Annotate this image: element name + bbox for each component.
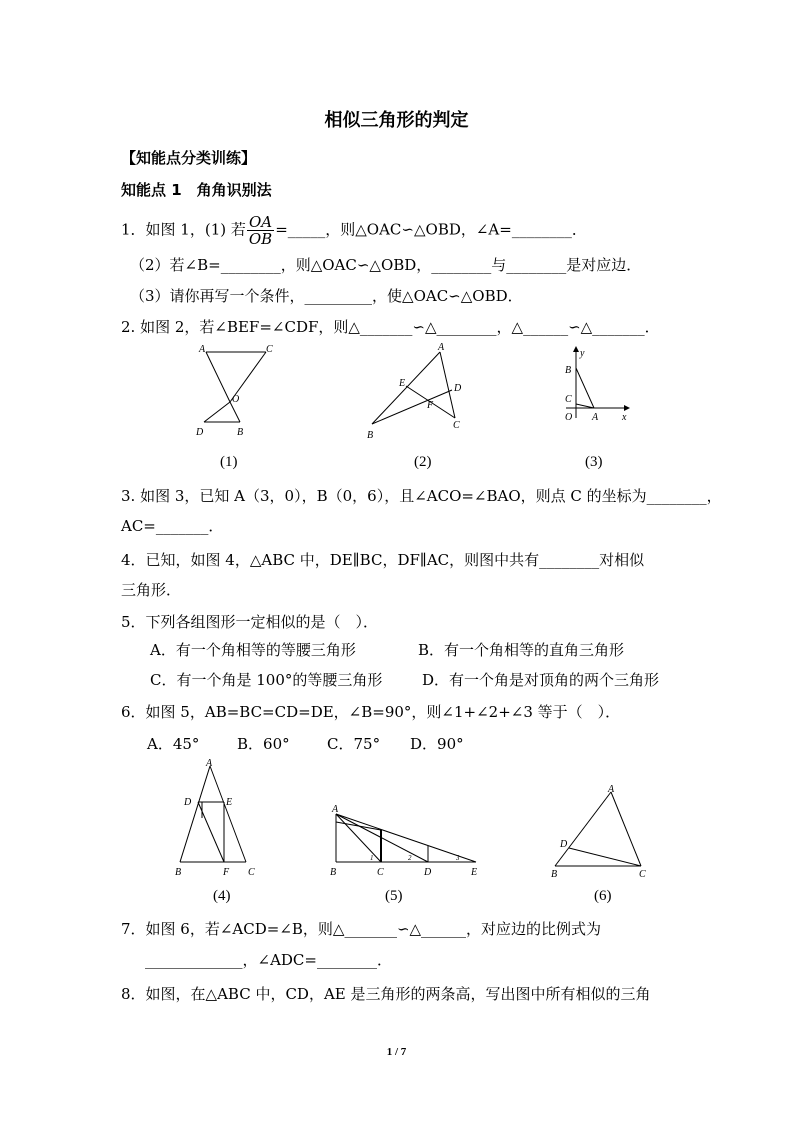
section-heading: 【知能点分类训练】	[121, 149, 257, 167]
question-2: 2. 如图 2，若∠BEF=∠CDF，则△_______∽△________，△______∽△_______．	[121, 318, 660, 336]
question-3-line-2: AC=_______．	[121, 517, 224, 535]
fig2-label-b: B	[367, 430, 374, 441]
fig4-label-c: C	[248, 867, 255, 878]
fig2-label-e: E	[399, 378, 406, 389]
question-5-option-b: B．有一个角相等的直角三角形	[418, 641, 625, 659]
fig1-label-a: A	[199, 344, 206, 355]
question-6-option-d: D．90°	[410, 735, 464, 753]
figure-2-caption: (2)	[414, 454, 432, 470]
fig5-angle-1: 1	[370, 854, 374, 862]
fig6-label-c: C	[639, 869, 646, 878]
question-5-option-a: A．有一个角相等的等腰三角形	[150, 641, 356, 659]
fig5-angle-3: 3	[456, 854, 460, 862]
fig6-label-d: D	[560, 839, 568, 850]
figure-3	[556, 344, 636, 424]
figure-2	[360, 340, 480, 445]
question-4-line-2: 三角形．	[121, 581, 182, 599]
fig2-label-a: A	[438, 342, 445, 353]
fig6-label-b: B	[551, 869, 558, 878]
fig4-label-f: F	[223, 867, 230, 878]
q1-fraction	[247, 214, 274, 247]
fig2-label-c: C	[453, 420, 460, 431]
question-8-line-1: 8．如图，在△ABC 中，CD，AE 是三角形的两条高，写出图中所有相似的三角	[121, 985, 651, 1003]
question-1	[121, 214, 587, 247]
figure-4	[170, 758, 266, 880]
fig6-label-a: A	[608, 784, 615, 795]
question-5-option-c: C．有一个角是 100°的等腰三角形	[150, 671, 383, 689]
fig5-label-e: E	[471, 867, 478, 878]
fig4-label-e: E	[226, 797, 233, 808]
fig3-label-x: x	[622, 412, 627, 423]
fig3-label-y: y	[580, 348, 585, 359]
figure-6	[545, 782, 657, 878]
question-3-line-1: 3. 如图 3，已知 A（3，0），B（0，6），且∠ACO=∠BAO，则点 C 的坐标为________，	[121, 487, 722, 505]
fig3-label-o: O	[565, 412, 573, 423]
q1-frac-den: OB	[248, 230, 273, 248]
figure-4-caption: (4)	[213, 888, 231, 904]
question-6-option-c: C．75°	[327, 735, 381, 753]
question-7-line-1: 7．如图 6，若∠ACD=∠B，则△_______∽△______，对应边的比例式为	[121, 920, 602, 938]
fig2-label-d: D	[454, 383, 462, 394]
page-title: 相似三角形的判定	[324, 110, 469, 131]
figure-5	[326, 800, 486, 880]
fig5-label-b: B	[330, 867, 337, 878]
q1-frac-num: OA	[247, 214, 274, 231]
figure-6-caption: (6)	[594, 888, 612, 904]
question-7-line-2: _____________，∠ADC=________．	[145, 951, 392, 969]
fig1-label-b: B	[237, 427, 244, 438]
fig4-label-a: A	[206, 758, 213, 769]
question-6-option-a: A．45°	[147, 735, 200, 753]
question-1-part-3: （3）请你再写一个条件，_________，使△OAC∽△OBD．	[130, 287, 523, 305]
subsection-heading: 知能点 1 角角识别法	[121, 181, 272, 199]
page-number: 1 / 7	[386, 1046, 407, 1058]
question-6-stem: 6．如图 5，AB=BC=CD=DE，∠B=90°，则∠1+∠2+∠3 等于（ ）．	[121, 703, 621, 721]
fig5-label-d: D	[424, 867, 432, 878]
question-5-option-d: D．有一个角是对顶角的两个三角形	[422, 671, 660, 689]
fig1-label-d: D	[196, 427, 204, 438]
fig5-label-a: A	[332, 804, 339, 815]
q1-prefix: 1．如图 1，(1) 若	[121, 220, 246, 239]
fig3-label-b: B	[565, 365, 572, 376]
fig2-label-f: F	[427, 400, 434, 411]
fig5-angle-2: 2	[408, 854, 412, 862]
question-6-option-b: B．60°	[237, 735, 290, 753]
figure-1-caption: (1)	[220, 454, 238, 470]
figure-5-caption: (5)	[385, 888, 403, 904]
q1-suffix: =_____，则△OAC∽△OBD，∠A=________．	[275, 220, 587, 239]
fig1-label-o: O	[232, 394, 240, 405]
figure-3-caption: (3)	[585, 454, 603, 470]
fig4-label-d: D	[184, 797, 192, 808]
fig3-label-c: C	[565, 394, 572, 405]
figure-1	[190, 342, 280, 442]
fig3-label-a: A	[592, 412, 599, 423]
question-5-stem: 5．下列各组图形一定相似的是（ ）．	[121, 613, 379, 631]
fig4-label-b: B	[175, 867, 182, 878]
question-1-part-2: （2）若∠B=________，则△OAC∽△OBD，________与________是对应边．	[130, 256, 642, 274]
fig1-label-c: C	[266, 344, 273, 355]
question-4-line-1: 4．已知，如图 4，△ABC 中，DE∥BC，DF∥AC，则图中共有________对相似	[121, 551, 645, 569]
fig5-label-c: C	[377, 867, 384, 878]
